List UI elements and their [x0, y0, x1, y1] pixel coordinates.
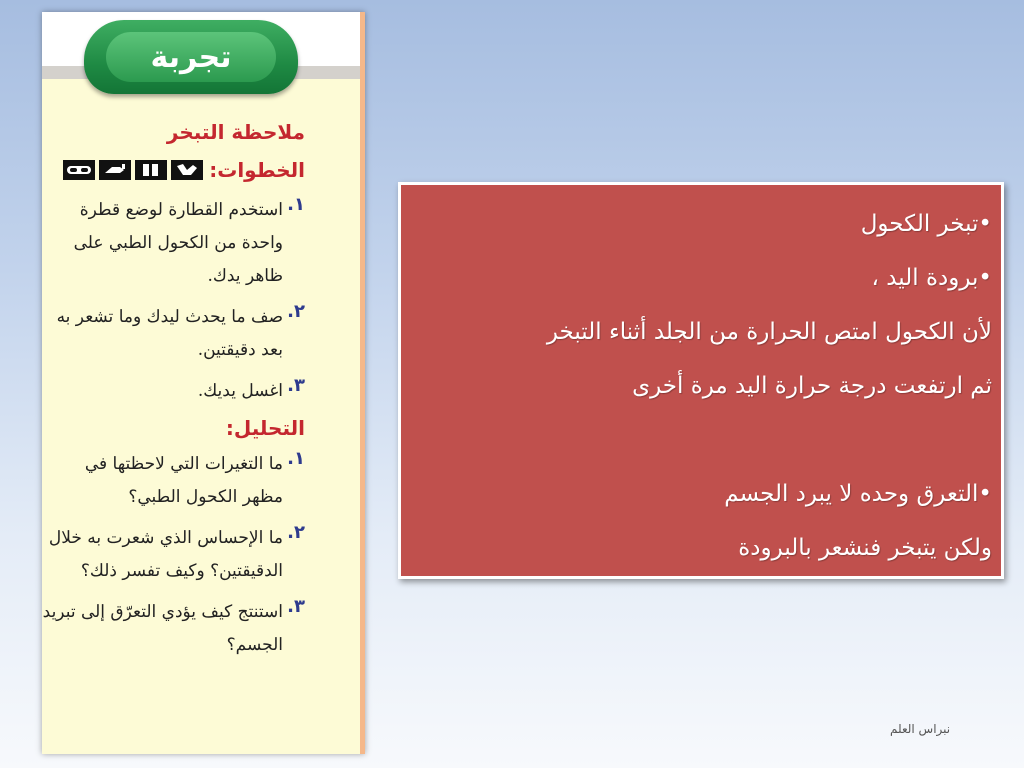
step-number: ٣.: [287, 375, 305, 396]
analysis-item: [42, 522, 305, 588]
answer-line: •تبخر الكحول: [860, 211, 992, 237]
analysis-text: ما الإحساس الذي شعرت به خلال الدقيقتين؟ وكيف تفسر ذلك؟: [48, 528, 283, 581]
answer-line: •التعرق وحده لا يبرد الجسم: [724, 481, 992, 507]
chemical-icon: [171, 160, 203, 180]
answer-blank-line: [352, 413, 992, 467]
steps-header: [42, 158, 305, 182]
step-text: استخدم القطارة لوضع قطرة واحدة من الكحول الطبي على ظاهر يدك.: [73, 200, 283, 286]
step-item: [42, 301, 305, 367]
answer-line: ثم ارتفعت درجة حرارة اليد مرة أخرى: [632, 373, 992, 399]
goggles-icon: [63, 160, 95, 180]
step-item: [42, 375, 305, 408]
step-text: اغسل يديك.: [197, 381, 283, 401]
analysis-label: التحليل:: [225, 416, 305, 440]
experiment-content: [42, 120, 305, 670]
steps-label: الخطوات:: [209, 158, 305, 182]
answer-textbox[interactable]: [398, 182, 1004, 579]
step-number: ١.: [287, 194, 305, 215]
analysis-number: ١.: [287, 448, 305, 469]
step-text: صف ما يحدث ليدك وما تشعر به بعد دقيقتين.: [56, 307, 283, 360]
analysis-number: ٢.: [287, 522, 305, 543]
answer-line: •برودة اليد ،: [871, 265, 992, 291]
flame-icon: [135, 160, 167, 180]
experiment-tag: [84, 20, 298, 94]
analysis-number: ٣.: [287, 596, 305, 617]
hand-wash-icon: [99, 160, 131, 180]
textbook-page-image: [42, 12, 365, 754]
slide-footer: نبراس العلم: [890, 722, 951, 736]
answer-line: ولكن يتبخر فنشعر بالبرودة: [738, 535, 992, 561]
experiment-tag-label: تجربة: [106, 32, 276, 82]
answer-lines: [352, 197, 992, 575]
safety-icons: [63, 160, 203, 180]
answer-line: لأن الكحول امتص الحرارة من الجلد أثناء التبخر: [546, 319, 992, 345]
analysis-item: [42, 596, 305, 662]
experiment-title: ملاحظة التبخر: [166, 120, 305, 144]
analysis-text: استنتج كيف يؤدي التعرّق إلى تبريد الجسم؟: [42, 602, 283, 655]
step-number: ٢.: [287, 301, 305, 322]
analysis-item: [42, 448, 305, 514]
step-item: [42, 194, 305, 293]
analysis-text: ما التغيرات التي لاحظتها في مظهر الكحول الطبي؟: [84, 454, 283, 507]
